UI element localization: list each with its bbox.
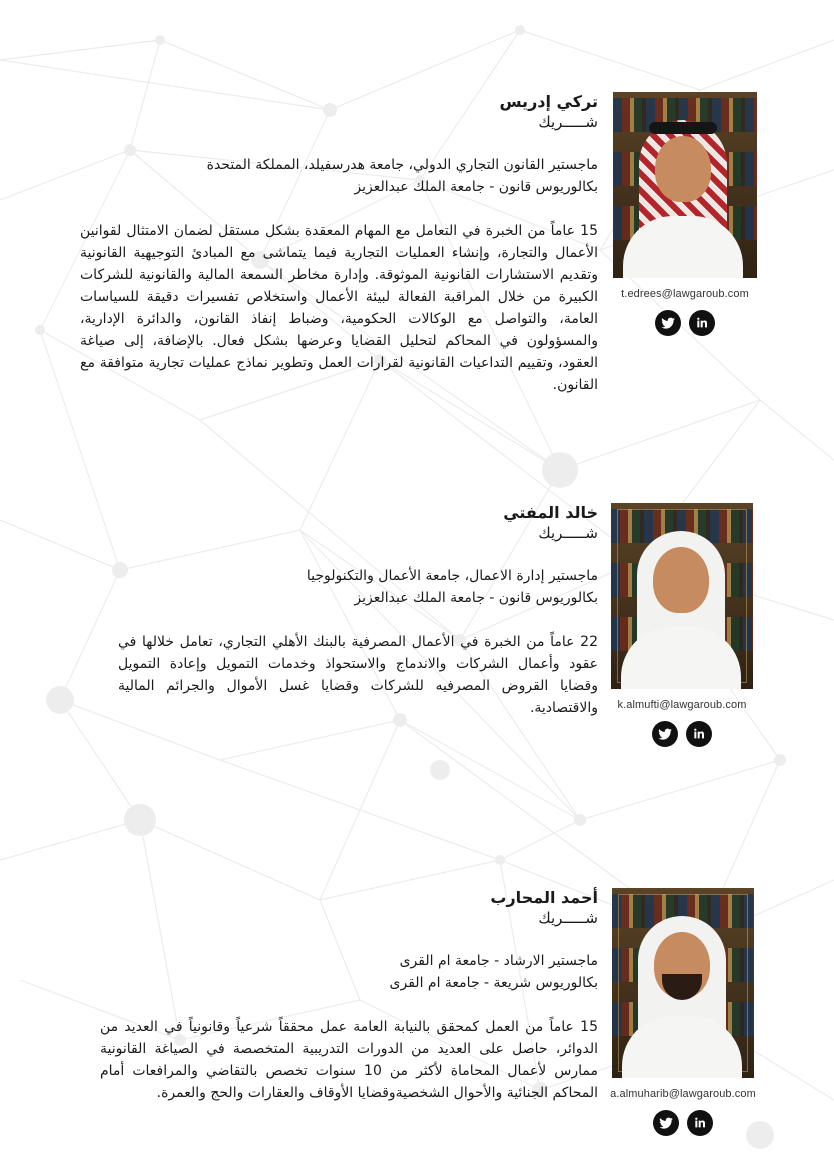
- member-photo-column: [602, 503, 762, 747]
- social-links: [602, 721, 762, 747]
- member-bio: 15 عاماً من العمل كمحقق بالنيابة العامة عمل محققاً شرعياً وقانونياً في العديد من الدوائر، حاصل على العديد من الدورات التدريبية المتخصصة في الصياغة القانونية ممارس لأعمال المحاماة لأكثر من 10 سنوات تخصص بالتقاضي والمرافعات أمام المحاكم الجنائية والأحوال الشخصيةوقضايا الأوقاف والعقارات والحج والعمرة.: [100, 1019, 598, 1101]
- member-degrees: [80, 154, 598, 198]
- member-info: [80, 92, 598, 396]
- twitter-icon[interactable]: [655, 310, 681, 336]
- linkedin-icon[interactable]: [686, 721, 712, 747]
- member-email[interactable]: k.almufti@lawgaroub.com: [617, 699, 747, 711]
- member-info: [100, 888, 598, 1104]
- member-photo: [613, 92, 757, 278]
- degree-masters: ماجستير القانون التجاري الدولي، جامعة هدرسفيلد، المملكة المتحدة: [206, 157, 598, 173]
- member-photo: [611, 503, 753, 689]
- member-photo-column: [605, 92, 765, 336]
- member-degrees: [100, 950, 598, 994]
- degree-bachelors: بكالوريوس قانون - جامعة الملك عبدالعزيز: [354, 590, 598, 606]
- twitter-icon[interactable]: [653, 1110, 679, 1136]
- degree-masters: ماجستير إدارة الاعمال، جامعة الأعمال والتكنولوجيا: [306, 568, 598, 584]
- member-info: [118, 503, 598, 719]
- member-title: شـــــريك: [538, 909, 598, 927]
- linkedin-icon[interactable]: [687, 1110, 713, 1136]
- member-name: خالد المفتي: [503, 503, 598, 522]
- member-bio: 15 عاماً من الخبرة في التعامل مع المهام المعقدة بشكل مستقل لضمان الامتثال لقوانين الأعمال والتجارة، وإنشاء العمليات التجارية فيما يتماشى مع المبادئ التوجيهية القانونية وتقديم الاستشارات القانونية الموثوقة. وإدارة مخاطر السمعة المالية والقانونية للشركات الكبيرة من خلال المراقبة الفعالة لبيئة الأعمال واستخلاص تفسيرات دقيقة للسياسات العامة، والتواصل مع الوكالات الحكومية، وضباط إنفاذ القانون، والدائرة الإدارية، والمسؤولون في المحاكم لتحليل القضايا وعرضها بشكل فعال. بالإضافة، إلى صياغة العقود، وتقييم التداعيات القانونية لقرارات العمل وتطوير نماذج عمليات تجارية متوافقة مع القانون.: [80, 223, 598, 393]
- twitter-icon[interactable]: [652, 721, 678, 747]
- member-name: أحمد المحارب: [490, 888, 598, 907]
- member-bio: 22 عاماً من الخبرة في الأعمال المصرفية بالبنك الأهلي التجاري، تعامل خلالها في عقود وأعمال الشركات والاندماج والاستحواذ وخدمات التمويل وإعادة التمويل وقضايا القروض المصرفيه للشركات وقضايا غسل الأموال والجرائم المالية والاقتصادية.: [118, 634, 598, 716]
- degree-bachelors: بكالوريوس شريعة - جامعة ام القرى: [389, 975, 598, 991]
- social-links: [603, 1110, 763, 1136]
- member-title: شـــــريك: [538, 524, 598, 542]
- member-email[interactable]: a.almuharib@lawgaroub.com: [610, 1088, 756, 1100]
- social-links: [605, 310, 765, 336]
- member-email[interactable]: t.edrees@lawgaroub.com: [621, 288, 749, 300]
- member-photo-column: [603, 888, 763, 1136]
- member-name: تركي إدريس: [499, 92, 598, 111]
- degree-bachelors: بكالوريوس قانون - جامعة الملك عبدالعزيز: [354, 179, 598, 195]
- member-title: شـــــريك: [538, 113, 598, 131]
- linkedin-icon[interactable]: [689, 310, 715, 336]
- member-photo: [612, 888, 754, 1078]
- degree-masters: ماجستير الارشاد - جامعة ام القرى: [399, 953, 598, 969]
- member-degrees: [118, 565, 598, 609]
